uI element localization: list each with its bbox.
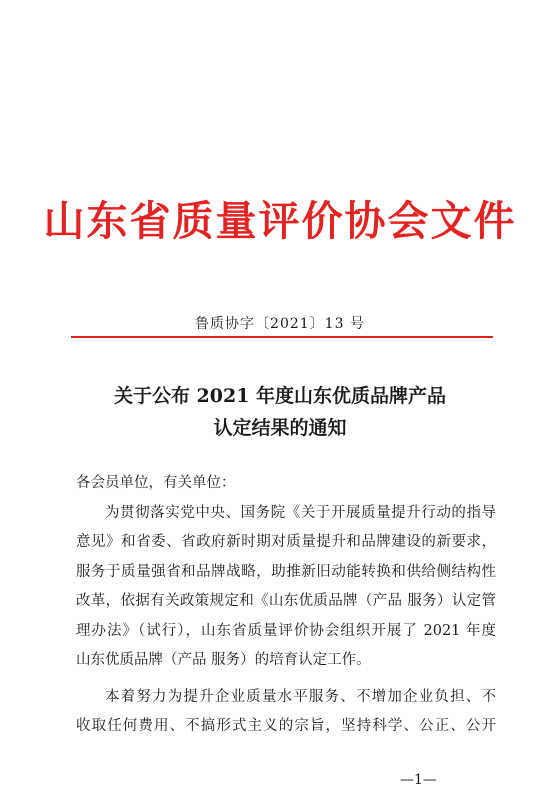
notice-title-line-1: 关于公布 2021 年度山东优质品牌产品 (113, 385, 447, 407)
paragraph-line: 理办法》（试行），山东省质量评价协会组织开展了 2021 年度 (76, 622, 496, 639)
paragraph-line: 改革，依据有关政策规定和《山东优质品牌（产品 服务）认定管 (76, 593, 496, 609)
paragraph-gap (76, 676, 496, 683)
page-number: —1— (400, 772, 437, 788)
paragraph-line: 服务于质量强省和品牌战略，助推新旧动能转换和供给侧结构性 (76, 563, 496, 580)
red-divider-line (71, 336, 493, 338)
paragraph-line: 为贯彻落实党中央、国务院《关于开展质量提升行动的指导 (105, 504, 496, 521)
notice-title-line-2: 认定结果的通知 (213, 417, 347, 439)
document-header-title: 山东省质量评价协会文件 (43, 197, 517, 245)
salutation: 各会员单位，有关单位： (76, 475, 236, 491)
document-number: 鲁质协字〔2021〕13 号 (195, 316, 365, 332)
notice-body (76, 469, 496, 742)
paragraph-1 (76, 499, 496, 676)
paragraph-line: 收取任何费用、不搞形式主义的宗旨，坚持科学、公正、公开 (76, 718, 496, 734)
paragraph-line: 山东优质品牌（产品 服务）的培育认定工作。 (76, 652, 371, 668)
paragraph-line: 意见》和省委、省政府新时期对质量提升和品牌建设的新要求， (76, 534, 496, 550)
notice-title (0, 380, 560, 444)
paragraph-line: 本着努力为提升企业质量水平服务、不增加企业负担、不 (105, 688, 496, 705)
paragraph-2 (76, 683, 496, 742)
